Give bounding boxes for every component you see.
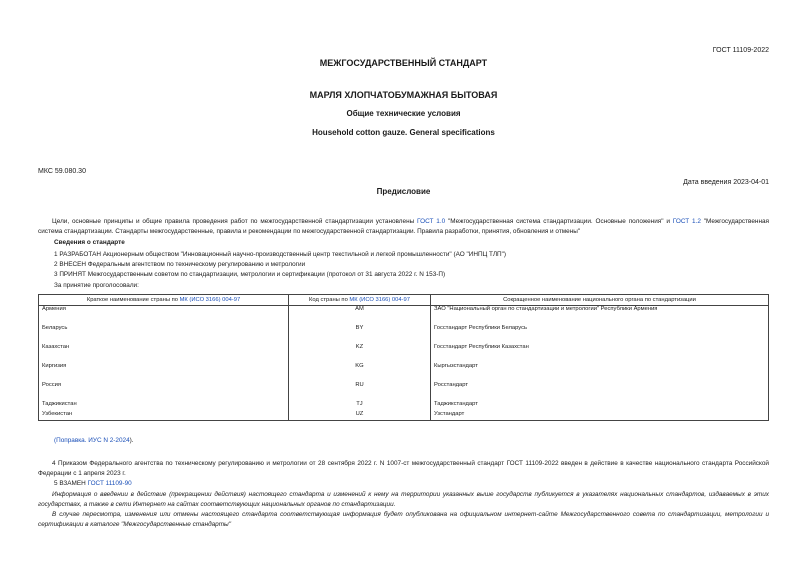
body-cell: Росстандарт: [431, 382, 769, 401]
document-subtitle: Общие технические условия: [346, 109, 461, 118]
voted-label: За принятие проголосовали:: [54, 282, 139, 289]
mks-code: МКС 59.080.30: [38, 168, 86, 175]
amendment-note: [54, 437, 134, 444]
code-cell: AM: [289, 306, 431, 325]
foreword-text: Цели, основные принципы и общие правила проведения работ по межгосударственной стандартизации установлены: [52, 218, 418, 225]
code-cell: BY: [289, 325, 431, 344]
foreword-text: "Межгосударственная система стандартизации. Стандарты межгосударственные, правила и рекомендации по межгосударственной стандартизации. Правила разработки, принятия, обновления и отмены": [38, 218, 770, 235]
country-cell: Армения: [39, 306, 289, 325]
gost-1-0-link[interactable]: ГОСТ 1.0: [417, 218, 446, 225]
gost-1-2-link[interactable]: ГОСТ 1.2: [672, 218, 701, 225]
country-cell: Узбекистан: [39, 411, 289, 421]
amendment-tail: ).: [129, 437, 134, 444]
table-row: [39, 363, 769, 382]
amendment-link[interactable]: (Поправка.: [54, 437, 87, 444]
introduction-date: Дата введения 2023-04-01: [683, 179, 769, 186]
gost-11109-90-link[interactable]: ГОСТ 11109-90: [87, 480, 132, 487]
country-cell: Россия: [39, 382, 289, 401]
voting-countries-table: [38, 294, 769, 421]
mk-iso-3166-link[interactable]: МК (ИСО 3166) 004-97: [179, 297, 241, 303]
standard-code: ГОСТ 11109-2022: [712, 47, 769, 54]
document-title-english: Household cotton gauze. General specifications: [312, 128, 495, 137]
table-row: [39, 306, 769, 325]
foreword-heading: Предисловие: [376, 187, 431, 196]
code-cell: KG: [289, 363, 431, 382]
body-cell: ЗАО "Национальный орган по стандартизации и метрологии" Республики Армения: [431, 306, 769, 325]
body-cell: Кыргызстандарт: [431, 363, 769, 382]
country-cell: Таджикистан: [39, 401, 289, 411]
item-developed-by: 1 РАЗРАБОТАН Акционерным обществом "Инновационный научно-производственный центр текстильной и легкой промышленности" (АО "ИНПЦ ТЛП"): [54, 251, 506, 258]
table-row: [39, 411, 769, 421]
order-paragraph: 4 Приказом Федерального агентства по техническому регулированию и метрологии от 28 сентября 2022 г. N 1007-ст межгосударственный стандарт ГОСТ 11109-2022 введен в действие в качестве национального стандарта Российской Федерации с 1 апреля 2023 г.: [38, 460, 769, 477]
column-header-country: [39, 295, 289, 306]
revision-info-paragraph: В случае пересмотра, изменения или отмены настоящего стандарта соответствующая информация будет опубликована на официальном интернет-сайте Межгосударственного совета по стандартизации, метрологии и сертификации в каталоге "Межгосударственные стандарты": [38, 511, 769, 528]
body-cell: Таджикстандарт: [431, 401, 769, 411]
mk-iso-3166-link[interactable]: МК (ИСО 3166) 004-97: [349, 297, 410, 303]
standard-type-heading: МЕЖГОСУДАРСТВЕННЫЙ СТАНДАРТ: [319, 58, 488, 68]
header-text: Код страны по: [308, 297, 350, 303]
replaces-text: 5 ВЗАМЕН: [54, 480, 88, 487]
ius-link[interactable]: ИУС N 2-2024: [88, 437, 130, 444]
body-cell: Узстандарт: [431, 411, 769, 421]
item-submitted-by: 2 ВНЕСЕН Федеральным агентством по техническому регулированию и метрологии: [54, 261, 306, 268]
publication-info-paragraph: Информация о введении в действие (прекращении действия) настоящего стандарта и изменений к нему на территории указанных выше государств публикуется в указателях национальных стандартов, издаваемых в этих государствах, а также в сети Интернет на сайтах соответствующих национальных органов по стандартизации.: [38, 491, 769, 508]
table-row: [39, 344, 769, 363]
header-text: Краткое наименование страны по: [86, 297, 180, 303]
code-cell: UZ: [289, 411, 431, 421]
foreword-paragraph: [38, 217, 769, 237]
country-cell: Киргизия: [39, 363, 289, 382]
column-header-body: Сокращенное наименование национального органа по стандартизации: [431, 295, 769, 306]
code-cell: RU: [289, 382, 431, 401]
document-title: МАРЛЯ ХЛОПЧАТОБУМАЖНАЯ БЫТОВАЯ: [309, 90, 498, 100]
body-cell: Госстандарт Республики Казахстан: [431, 344, 769, 363]
table-row: [39, 325, 769, 344]
body-cell: Госстандарт Республики Беларусь: [431, 325, 769, 344]
table-header-row: [39, 295, 769, 306]
column-header-code: [289, 295, 431, 306]
item-adopted-by: 3 ПРИНЯТ Межгосударственным советом по стандартизации, метрологии и сертификации (протокол от 31 августа 2022 г. N 153-П): [54, 271, 446, 278]
table-row: [39, 382, 769, 401]
standard-info-heading: Сведения о стандарте: [54, 239, 125, 246]
code-cell: KZ: [289, 344, 431, 363]
foreword-text: "Межгосударственная система стандартизации. Основные положения" и: [445, 218, 673, 225]
replaces-line: [54, 480, 132, 487]
country-cell: Беларусь: [39, 325, 289, 344]
code-cell: TJ: [289, 401, 431, 411]
country-cell: Казахстан: [39, 344, 289, 363]
table-row: [39, 401, 769, 411]
